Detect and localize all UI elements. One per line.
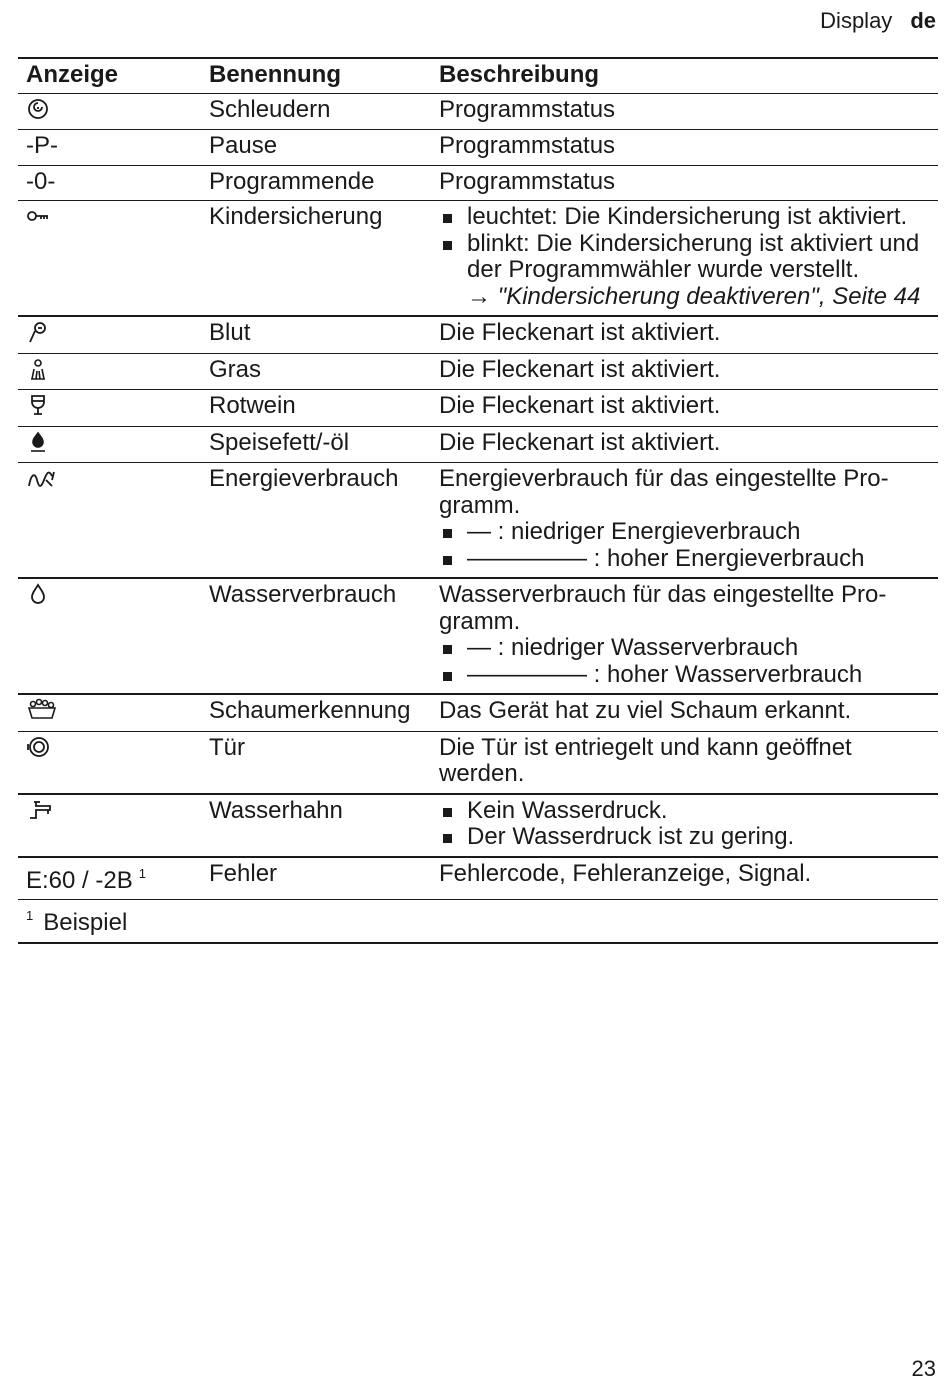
beschreibung-cell	[431, 578, 938, 694]
anzeige-cell	[18, 201, 201, 317]
section-title: Display	[820, 8, 893, 33]
door-icon	[26, 735, 50, 759]
beschreibung-cell: Die Tür ist entriegelt und kann geöffnet werden.	[431, 731, 938, 794]
anzeige-cell	[18, 731, 201, 794]
list-item: leuchtet: Die Kindersicherung ist aktiviert.	[439, 204, 932, 231]
table-row	[18, 694, 938, 731]
beschreibung-cell	[431, 463, 938, 579]
beschreibung-cell: Die Fleckenart ist aktiviert.	[431, 353, 938, 390]
column-header-beschreibung: Beschreibung	[431, 58, 938, 93]
benennung-cell: Wasserverbrauch	[201, 578, 431, 694]
beschreibung-cell: Programmstatus	[431, 93, 938, 130]
table-header-row	[18, 58, 938, 93]
water-tap-icon	[26, 798, 56, 822]
display-symbols-table	[18, 57, 938, 944]
anzeige-cell	[18, 353, 201, 390]
benennung-cell: Pause	[201, 130, 431, 166]
anzeige-cell	[18, 93, 201, 130]
bullet-list	[439, 635, 932, 688]
table-row	[18, 857, 938, 900]
key-icon	[26, 204, 50, 228]
table-row	[18, 201, 938, 317]
beschreibung-cell	[431, 794, 938, 857]
benennung-cell: Programmende	[201, 165, 431, 201]
anzeige-cell	[18, 426, 201, 463]
footnote-mark: 1	[138, 865, 146, 881]
footnote-mark: 1	[26, 908, 34, 923]
description-text: Wasserverbrauch für das eingestellte Programm.	[439, 581, 887, 635]
beschreibung-cell: Das Gerät hat zu viel Schaum erkannt.	[431, 694, 938, 731]
benennung-cell: Blut	[201, 316, 431, 353]
benennung-cell: Speisefett/-öl	[201, 426, 431, 463]
benennung-cell: Energieverbrauch	[201, 463, 431, 579]
beschreibung-cell: Die Fleckenart ist aktiviert.	[431, 426, 938, 463]
table-row	[18, 353, 938, 390]
beschreibung-cell	[431, 201, 938, 317]
description-text: Energieverbrauch für das eingestellte Programm.	[439, 465, 889, 519]
table-row	[18, 316, 938, 353]
language-code: de	[910, 8, 936, 33]
benennung-cell: Schleudern	[201, 93, 431, 130]
anzeige-cell	[18, 578, 201, 694]
footnote-cell	[18, 900, 938, 943]
error-code: E:60 / -2B	[26, 866, 133, 894]
anzeige-cell	[18, 694, 201, 731]
list-item: ————— : hoher Energieverbrauch	[439, 546, 932, 573]
benennung-cell: Schaumerkennung	[201, 694, 431, 731]
list-item: — : niedriger Wasserverbrauch	[439, 635, 932, 662]
table-row	[18, 731, 938, 794]
beschreibung-cell: Fehlercode, Fehleranzeige, Signal.	[431, 857, 938, 900]
table-row	[18, 578, 938, 694]
column-header-benennung: Benennung	[201, 58, 431, 93]
energy-icon	[26, 466, 60, 490]
list-item: ————— : hoher Wasserverbrauch	[439, 662, 932, 689]
beschreibung-cell: Die Fleckenart ist aktiviert.	[431, 390, 938, 427]
anzeige-cell	[18, 794, 201, 857]
bullet-list	[439, 798, 932, 851]
page-header	[820, 8, 936, 34]
beschreibung-cell: Programmstatus	[431, 130, 938, 166]
table-row	[18, 426, 938, 463]
anzeige-cell	[18, 857, 201, 900]
benennung-cell: Kindersicherung	[201, 201, 431, 317]
footnote-text: Beispiel	[43, 909, 128, 936]
benennung-cell: Wasserhahn	[201, 794, 431, 857]
water-drop-icon	[26, 582, 50, 606]
benennung-cell: Gras	[201, 353, 431, 390]
anzeige-cell: -P-	[18, 130, 201, 166]
list-item: blinkt: Die Kindersicherung ist aktiviert und der Programmwähler wurde verstellt.	[439, 231, 932, 284]
table-row	[18, 130, 938, 166]
oil-drop-icon	[26, 430, 50, 454]
table-row	[18, 165, 938, 201]
column-header-anzeige: Anzeige	[18, 58, 201, 93]
list-item: Kein Wasserdruck.	[439, 798, 932, 825]
grass-stain-icon	[26, 357, 50, 381]
table-row	[18, 93, 938, 130]
anzeige-cell	[18, 463, 201, 579]
page-reference-link[interactable]: → "Kindersicherung deaktiveren", Seite 44	[467, 282, 921, 310]
wine-glass-icon	[26, 393, 50, 417]
table-row	[18, 463, 938, 579]
anzeige-cell: -0-	[18, 165, 201, 201]
spin-icon	[26, 97, 50, 121]
footnote-row	[18, 900, 938, 943]
benennung-cell: Rotwein	[201, 390, 431, 427]
blood-stain-icon	[26, 320, 50, 344]
list-item: — : niedriger Energieverbrauch	[439, 519, 932, 546]
benennung-cell: Tür	[201, 731, 431, 794]
bullet-list	[439, 204, 932, 284]
anzeige-cell	[18, 390, 201, 427]
bullet-list	[439, 519, 932, 572]
table-row	[18, 794, 938, 857]
beschreibung-cell: Programmstatus	[431, 165, 938, 201]
foam-icon	[26, 698, 58, 722]
table-row	[18, 390, 938, 427]
anzeige-cell	[18, 316, 201, 353]
list-item: Der Wasserdruck ist zu gering.	[439, 824, 932, 851]
page-number: 23	[911, 1356, 936, 1381]
beschreibung-cell: Die Fleckenart ist aktiviert.	[431, 316, 938, 353]
benennung-cell: Fehler	[201, 857, 431, 900]
